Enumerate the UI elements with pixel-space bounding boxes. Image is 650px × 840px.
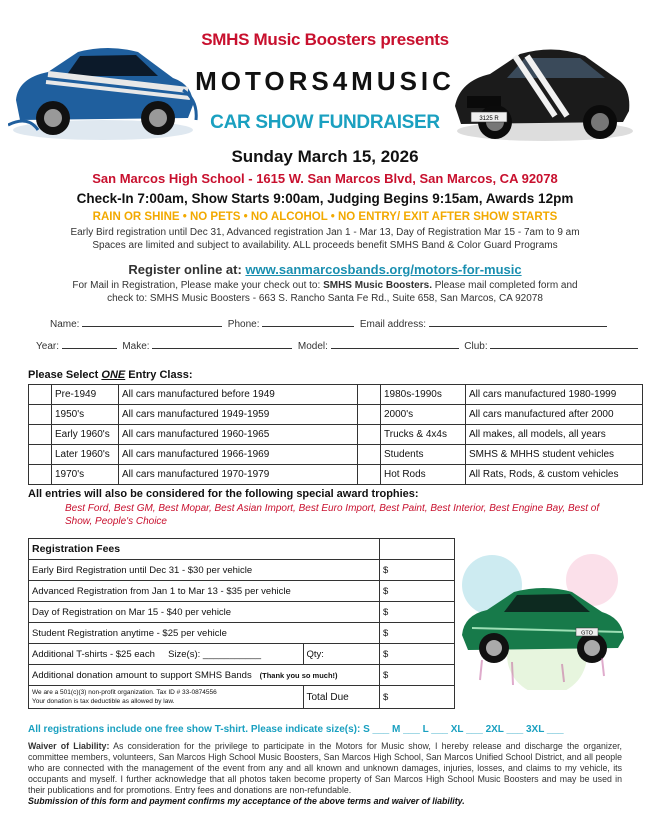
total-due-amount[interactable]: $ — [380, 686, 455, 709]
green-gto-illustration — [452, 540, 632, 690]
model-label: Model: — [297, 341, 328, 352]
fee-early-label: Early Bird Registration until Dec 31 - $30 per vehicle — [29, 560, 380, 581]
entry-class-description: SMHS & MHHS student vehicles — [466, 445, 643, 465]
fee-row-early — [29, 560, 455, 581]
entry-class-checkbox[interactable] — [358, 425, 381, 445]
phone-input-line[interactable] — [262, 317, 354, 327]
year-input-line[interactable] — [62, 339, 117, 349]
entry-class-description: All cars manufactured 1949-1959 — [119, 405, 358, 425]
entry-class-table — [28, 384, 643, 485]
entry-class-checkbox[interactable] — [358, 405, 381, 425]
spaces-note: Spaces are limited and subject to availability. ALL proceeds benefit SMHS Band & Color Guard Programs — [92, 240, 558, 251]
entry-class-checkbox[interactable] — [358, 385, 381, 405]
name-field-row — [50, 317, 607, 330]
mail-1-post: Please mail completed form and — [431, 280, 578, 291]
entry-class-checkbox[interactable] — [29, 465, 52, 485]
mail-instructions-1 — [0, 280, 650, 291]
event-name: MOTORS4MUSIC — [195, 66, 455, 96]
entry-class-description: All Rats, Rods, & custom vehicles — [466, 465, 643, 485]
total-due-label: Total Due — [303, 686, 380, 709]
gto-plate-text: GTO — [581, 630, 593, 637]
waiver-body: As consideration for the privilege to participate in the Motors for Music show, I hereby release and discharge the organizer, committee members, volunteers, San Marcos High School Music Boosters, San Marcos High School, San Marcos Unified School District, and all people who are connected with the management of the event from any and all known and unknown damages, injuries, losses, and claims to my vehicle, its occupants and myself. I further acknowledge that all photos taken become property of San Marcos High School Music Boosters and may be used in their publications and for promotions. Entry fees and donations are non-refundable. — [28, 741, 622, 795]
entry-class-heading-pre: Please Select — [28, 369, 102, 381]
register-online — [0, 262, 650, 277]
register-link[interactable]: www.sanmarcosbands.org/motors-for-music — [245, 262, 522, 277]
fee-early-amount[interactable]: $ — [380, 560, 455, 581]
entry-class-row — [29, 445, 643, 465]
entry-class-heading — [28, 369, 192, 381]
make-input-line[interactable] — [152, 339, 292, 349]
fee-day-label: Day of Registration on Mar 15 - $40 per vehicle — [29, 602, 380, 623]
license-plate-text: 3125 R — [479, 116, 499, 122]
event-date: Sunday March 15, 2026 — [231, 147, 419, 166]
fee-row-tshirt — [29, 644, 455, 665]
tshirt-size[interactable]: Size(s): ___________ — [168, 648, 262, 660]
entry-class-row — [29, 425, 643, 445]
entry-class-name: Pre-1949 — [52, 385, 119, 405]
entry-class-heading-emphasis: ONE — [101, 369, 126, 381]
entry-class-description: All cars manufactured 1966-1969 — [119, 445, 358, 465]
trophies-heading: All entries will also be considered for the following special award trophies: — [28, 488, 419, 500]
entry-class-description: All cars manufactured 1960-1965 — [119, 425, 358, 445]
fees-header-amount — [380, 539, 455, 560]
entry-class-checkbox[interactable] — [358, 445, 381, 465]
event-times: Check-In 7:00am, Show Starts 9:00am, Judging Begins 9:15am, Awards 12pm — [76, 191, 574, 206]
registration-dates: Early Bird registration until Dec 31, Advanced registration Jan 1 - Mar 13, Day of Registration Mar 15 - 7am to 9 am — [70, 227, 580, 238]
vehicle-field-row — [36, 339, 638, 352]
entry-class-name: Later 1960's — [52, 445, 119, 465]
year-label: Year: — [36, 341, 59, 352]
name-label: Name: — [50, 319, 80, 330]
fee-advanced-amount[interactable]: $ — [380, 581, 455, 602]
event-rules: RAIN OR SHINE • NO PETS • NO ALCOHOL • NO ENTRY/ EXIT AFTER SHOW STARTS — [92, 211, 558, 223]
entry-class-row — [29, 405, 643, 425]
club-label: Club: — [464, 341, 488, 352]
registration-fees-table — [28, 538, 455, 709]
entry-class-name: 1980s-1990s — [381, 385, 466, 405]
model-input-line[interactable] — [331, 339, 459, 349]
entry-class-description: All cars manufactured after 2000 — [466, 405, 643, 425]
fee-row-student — [29, 623, 455, 644]
register-prefix: Register online at: — [128, 262, 246, 277]
fee-tshirt-label — [29, 644, 304, 665]
fees-heading: Registration Fees — [29, 539, 304, 560]
entry-class-name: 1970's — [52, 465, 119, 485]
mail-1-pre: For Mail in Registration, Please make your check out to: — [72, 280, 324, 291]
fees-header-blank — [303, 539, 380, 560]
name-input-line[interactable] — [82, 317, 222, 327]
email-input-line[interactable] — [429, 317, 607, 327]
fee-donation-label — [29, 665, 380, 686]
fee-row-donation — [29, 665, 455, 686]
waiver-final: Submission of this form and payment confirms my acceptance of the above terms and waiver of liability. — [28, 796, 465, 806]
entry-class-name: 1950's — [52, 405, 119, 425]
entry-class-checkbox[interactable] — [358, 465, 381, 485]
tshirt-sizes-line: All registrations include one free show T-shirt. Please indicate size(s): S ___ M ___ L ___ XL ___ 2XL ___ 3XL ___ — [28, 724, 564, 735]
fee-tshirt-amount[interactable]: $ — [380, 644, 455, 665]
donation-text: Additional donation amount to support SMHS Bands — [32, 669, 252, 681]
entry-class-description: All makes, all models, all years — [466, 425, 643, 445]
fee-row-day — [29, 602, 455, 623]
presents-title: SMHS Music Boosters presents — [201, 30, 449, 49]
entry-class-row — [29, 385, 643, 405]
nonprofit-line-2: Your donation is tax deductible as allowed by law. — [32, 698, 175, 705]
mail-instructions-2: check to: SMHS Music Boosters - 663 S. Rancho Santa Fe Rd., Suite 658, San Marcos, CA 92078 — [107, 293, 543, 304]
entry-class-name: Trucks & 4x4s — [381, 425, 466, 445]
trophies-list: Best Ford, Best GM, Best Mopar, Best Asian Import, Best Euro Import, Best Paint, Best Interior, Best Engine Bay, Best of Show, People's Choice — [65, 503, 600, 527]
entry-class-name: 2000's — [381, 405, 466, 425]
waiver-title: Waiver of Liability: — [28, 741, 110, 751]
fee-row-advanced — [29, 581, 455, 602]
fees-header-row — [29, 539, 455, 560]
fee-advanced-label: Advanced Registration from Jan 1 to Mar 13 - $35 per vehicle — [29, 581, 380, 602]
entry-class-name: Early 1960's — [52, 425, 119, 445]
fee-tshirt-qty[interactable]: Qty: — [303, 644, 380, 665]
make-label: Make: — [122, 341, 150, 352]
nonprofit-note — [29, 686, 304, 709]
fee-student-amount[interactable]: $ — [380, 623, 455, 644]
mail-1-bold: SMHS Music Boosters. — [323, 280, 432, 291]
entry-class-description: All cars manufactured 1980-1999 — [466, 385, 643, 405]
email-label: Email address: — [359, 319, 426, 330]
tshirt-price: Additional T-shirts - $25 each — [32, 648, 155, 660]
donation-thanks: (Thank you so much!) — [259, 670, 338, 680]
event-address: San Marcos High School - 1615 W. San Marcos Blvd, San Marcos, CA 92078 — [92, 171, 558, 186]
nonprofit-line-1: We are a 501(c)(3) non-profit organization. Tax ID # 33-0874556 — [32, 689, 217, 696]
entry-class-name: Hot Rods — [381, 465, 466, 485]
phone-label: Phone: — [227, 319, 260, 330]
club-input-line[interactable] — [490, 339, 638, 349]
entry-class-checkbox[interactable] — [29, 385, 52, 405]
fee-day-amount[interactable]: $ — [380, 602, 455, 623]
waiver-of-liability — [28, 741, 622, 807]
entry-class-checkbox[interactable] — [29, 425, 52, 445]
entry-class-description: All cars manufactured before 1949 — [119, 385, 358, 405]
entry-class-description: All cars manufactured 1970-1979 — [119, 465, 358, 485]
event-subtitle: CAR SHOW FUNDRAISER — [210, 112, 440, 133]
entry-class-checkbox[interactable] — [29, 405, 52, 425]
fee-student-label: Student Registration anytime - $25 per vehicle — [29, 623, 380, 644]
entry-class-checkbox[interactable] — [29, 445, 52, 465]
fee-row-total — [29, 686, 455, 709]
entry-class-name: Students — [381, 445, 466, 465]
entry-class-heading-post: Entry Class: — [125, 369, 193, 381]
entry-class-row — [29, 465, 643, 485]
fee-donation-amount[interactable]: $ — [380, 665, 455, 686]
